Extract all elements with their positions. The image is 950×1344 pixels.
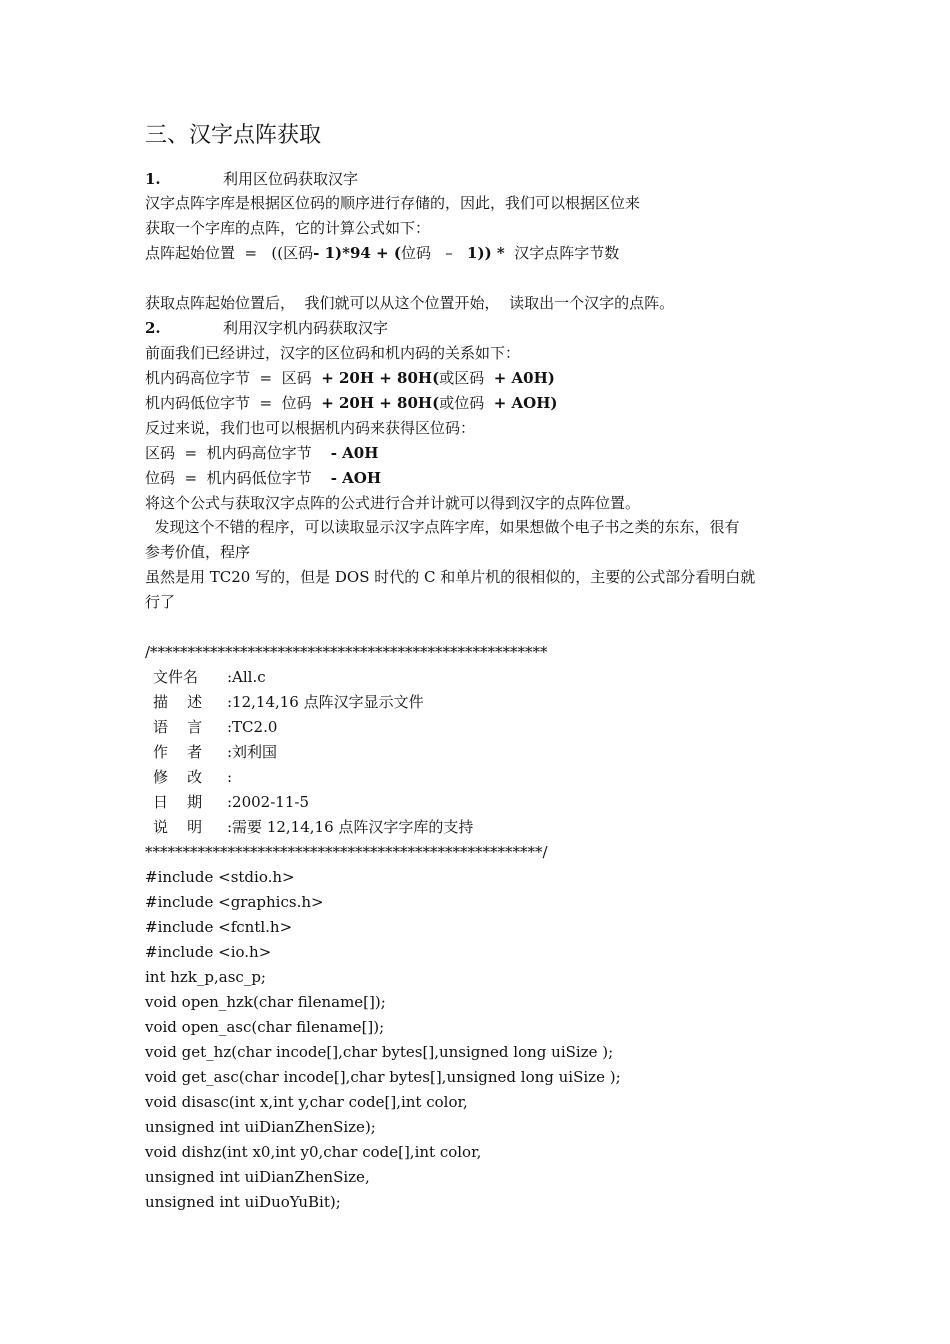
file-header-row	[145, 667, 266, 687]
formula-part: 或位码	[439, 394, 494, 412]
code-line: void dishz(int x0,int y0,char code[],int color,	[145, 1143, 482, 1161]
section2-heading-text: 利用汉字机内码获取汉字	[223, 319, 389, 337]
formula-part: 位码 –	[400, 244, 468, 262]
file-header-row	[145, 817, 473, 837]
section2-para-5: 参考价值，程序	[145, 543, 251, 561]
formula-part: + A0H)	[493, 369, 555, 387]
formula-low-byte	[145, 393, 558, 413]
file-header-row	[145, 742, 277, 762]
formula-part: 或区码	[439, 369, 494, 387]
formula-part: 机内码高位字节 = 区码	[145, 369, 322, 387]
code-line: #include <stdio.h>	[145, 868, 295, 886]
formula-part: + AOH)	[493, 394, 558, 412]
section2-para-4: 发现这个不错的程序，可以读取显示汉字点阵字库，如果想做个电子书之类的东东，很有	[145, 518, 740, 536]
formula-part: 1)) *	[467, 244, 505, 262]
header-value: :	[227, 768, 233, 786]
section2-heading	[145, 318, 388, 338]
file-header-row	[145, 767, 232, 787]
comment-border-bottom: *****************************************************/	[145, 843, 548, 861]
header-key: 文件名	[153, 668, 199, 686]
code-line: unsigned int uiDuoYuBit);	[145, 1193, 341, 1211]
header-key: 描 述	[153, 693, 203, 711]
section1-para-1: 汉字点阵字库是根据区位码的顺序进行存储的，因此，我们可以根据区位来	[145, 194, 641, 212]
section1-para-2: 获取一个字库的点阵，它的计算公式如下：	[145, 219, 431, 237]
section1-heading-text: 利用区位码获取汉字	[223, 170, 359, 188]
code-line: void get_asc(char incode[],char bytes[],unsigned long uiSize );	[145, 1068, 621, 1086]
formula-part: - AOH	[330, 469, 382, 487]
header-key: 说 明	[153, 818, 203, 836]
code-line: void open_hzk(char filename[]);	[145, 993, 386, 1011]
file-header-row	[145, 717, 277, 737]
file-header-row	[145, 692, 424, 712]
formula-part: 机内码低位字节 = 位码	[145, 394, 322, 412]
formula-position-code	[145, 468, 381, 488]
code-line: void disasc(int x,int y,char code[],int color,	[145, 1093, 468, 1111]
code-line: void get_hz(char incode[],char bytes[],unsigned long uiSize );	[145, 1043, 614, 1061]
section2-para-6: 虽然是用 TC20 写的，但是 DOS 时代的 C 和单片机的很相似的，主要的公式部分看明白就	[145, 568, 756, 586]
formula-area-code	[145, 443, 378, 463]
header-key: 日 期	[153, 793, 203, 811]
section2-para-7: 行了	[145, 593, 176, 611]
formula-part: + 20H + 80H(	[321, 369, 440, 387]
section2-para-1: 前面我们已经讲过，汉字的区位码和机内码的关系如下：	[145, 344, 521, 362]
code-line: unsigned int uiDianZhenSize);	[145, 1118, 376, 1136]
code-line: #include <graphics.h>	[145, 893, 324, 911]
header-value: :TC2.0	[227, 718, 278, 736]
header-value: :All.c	[227, 668, 266, 686]
header-value: :2002-11-5	[227, 793, 309, 811]
formula-part: 汉字点阵字节数	[504, 244, 620, 262]
page-title: 三、汉字点阵获取	[145, 123, 322, 148]
header-value: :12,14,16 点阵汉字显示文件	[227, 693, 424, 711]
formula-high-byte	[145, 368, 555, 388]
code-line: int hzk_p,asc_p;	[145, 968, 266, 986]
comment-border-top: /*****************************************************	[145, 643, 548, 661]
formula-part: 区码 = 机内码高位字节	[145, 444, 331, 462]
formula-part: - A0H	[330, 444, 379, 462]
section2-number: 2.	[145, 319, 161, 337]
formula-dot-matrix-start	[145, 243, 619, 263]
file-header-row	[145, 792, 309, 812]
formula-part: 位码 = 机内码低位字节	[145, 469, 331, 487]
section2-para-2: 反过来说，我们也可以根据机内码来获得区位码：	[145, 419, 476, 437]
section1-heading	[145, 169, 358, 189]
formula-part: + 20H + 80H(	[321, 394, 440, 412]
header-key: 修 改	[153, 768, 203, 786]
section1-number: 1.	[145, 170, 161, 188]
code-line: unsigned int uiDianZhenSize,	[145, 1168, 370, 1186]
code-line: #include <fcntl.h>	[145, 918, 293, 936]
header-value: :刘利国	[227, 743, 278, 761]
header-value: :需要 12,14,16 点阵汉字字库的支持	[227, 818, 474, 836]
formula-part: 点阵起始位置 = ((区码	[145, 244, 314, 262]
section1-para-3: 获取点阵起始位置后， 我们就可以从这个位置开始， 读取出一个汉字的点阵。	[145, 294, 675, 312]
section2-para-3: 将这个公式与获取汉字点阵的公式进行合并计就可以得到汉字的点阵位置。	[145, 494, 641, 512]
code-line: #include <io.h>	[145, 943, 272, 961]
code-line: void open_asc(char filename[]);	[145, 1018, 385, 1036]
header-key: 语 言	[153, 718, 203, 736]
header-key: 作 者	[153, 743, 203, 761]
formula-part: - 1)*94 + (	[313, 244, 401, 262]
